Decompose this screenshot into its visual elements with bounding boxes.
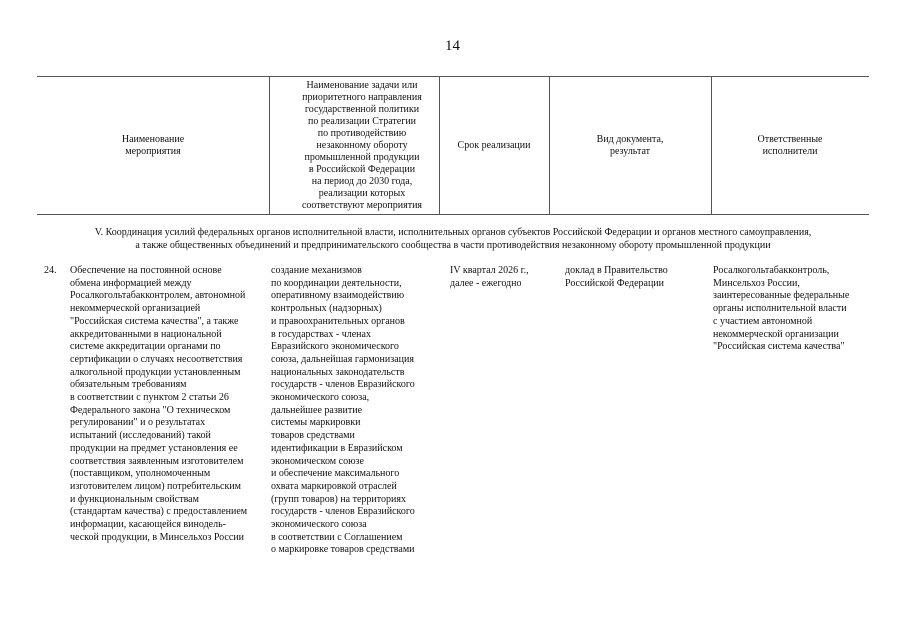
table-header [37, 76, 869, 215]
header-task: Наименование задачи или приоритетного направления государственной политики по реализации Стратегии по противодействию незаконному обороту промышленной продукции в Российской Федерации на период до 2030 года, реализации которых соответствуют мероприятия [301, 79, 423, 211]
row-executors: Росалкогольтабакконтроль, Минсельхоз России, заинтересованные федеральные органы исполнительной власти с участием автономной некоммерческой организации "Российская система качества" [713, 265, 850, 353]
row-activity: Обеспечение на постоянной основе обмена информацией между Росалкогольтабакконтролем, автономной некоммерческой организацией "Российская система качества", а также аккредитованными в национальной системе аккредитации органами по сертификации о случаях несоответствия алкогольной продукции установленным обязательным требованиям в соответствии с пунктом 2 статьи 26 Федерального закона "О техническом регулировании" и о результатах испытаний (исследований) такой продукции на предмет установления ее соответствия заявленным изготовителем (поставщиком, уполномоченным изготовителем лицом) потребительским и функциональным свойствам (стандартам качества) с предоставлением информации, касающейся винодель- ческой продукции, в Минсельхоз России [70, 265, 248, 543]
page-number: 14 [445, 38, 460, 54]
header-deadline: Срок реализации [457, 139, 531, 151]
section-title: V. Координация усилий федеральных органов исполнительной власти, исполнительных органов субъектов Российской Федерации и органов местного самоуправления, а также общественных объединений и предпринимательского сообщества в части противодействия незаконному обороту промышленной продукции [94, 227, 812, 251]
row-deadline: IV квартал 2026 г., далее - ежегодно [450, 265, 529, 289]
row-task: создание механизмов по координации деятельности, оперативному взаимодействию контрольных (надзорных) и правоохранительных органов в государствах - членах Евразийского экономического союза, дальнейшая гармонизация национальных законодательств государств - членов Евразийского экономического союза, дальнейшее развитие системы маркировки товаров средствами идентификации в Евразийском экономическом союзе и обеспечение максимального охвата маркировкой отраслей (групп товаров) на территориях государств - членов Евразийского экономического союза в соответствии с Соглашением о маркировке товаров средствами [271, 265, 415, 556]
header-activity: Наименование мероприятия [121, 133, 185, 157]
row-number: 24. [44, 265, 57, 276]
row-result: доклад в Правительство Российской Федерации [565, 265, 668, 289]
header-result: Вид документа, результат [596, 133, 664, 157]
header-executors: Ответственные исполнители [757, 133, 823, 157]
